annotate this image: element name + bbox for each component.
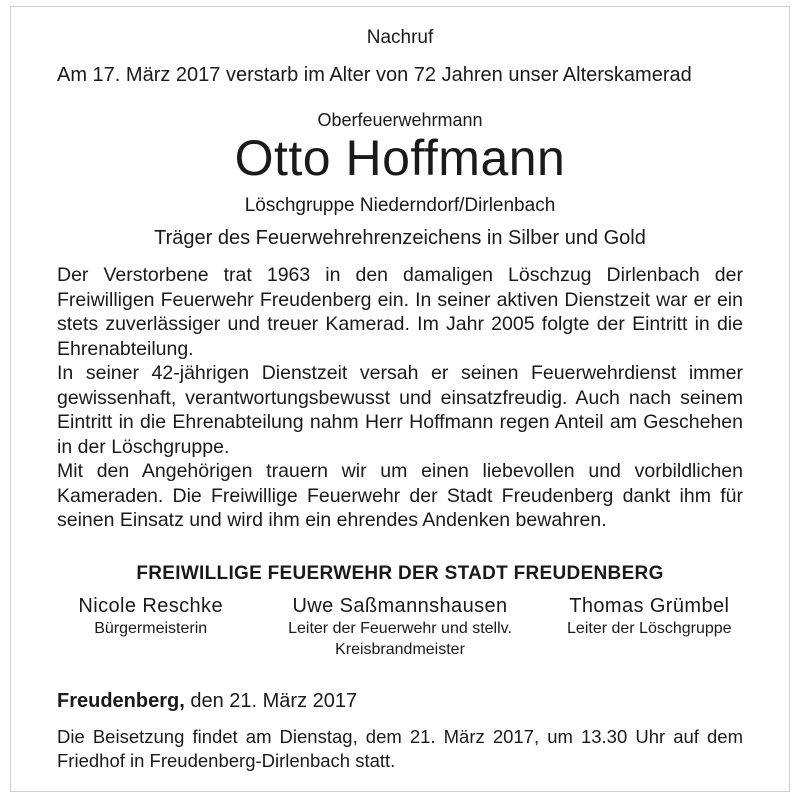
body-paragraph: Der Verstorbene trat 1963 in den damaligen Löschzug Dirlenbach der Freiwilligen Feuerwehr Freudenberg ein. In seiner aktiven Dienstzeit war er ein stets zuverlässiger und treuer Kamerad. Im Jahr 2005 folgte der Eintritt in die Ehrenabteilung. [57,264,743,360]
date: den 21. März 2017 [190,690,358,712]
deceased-name: Otto Hoffmann [234,130,566,186]
deceased-unit: Löschgruppe Niederndorf/Dirlenbach [244,195,556,216]
place-date [57,690,357,713]
organization-name: FREIWILLIGE FEUERWEHR DER STADT FREUDENBERG [136,563,664,584]
signer-name: Nicole Reschke [78,595,223,617]
place: Freudenberg, [57,690,185,712]
signers [41,595,759,660]
notice-heading: Nachruf [366,27,434,48]
signer [260,595,539,660]
signer-role: Bürgermeisterin [94,620,208,637]
signer-role: Leiter der Feuerwehr und stellv. Kreisbrandmeister [288,620,512,658]
signer [41,595,260,660]
body-paragraph: Mit den Angehörigen trauern wir um einen liebevollen und vorbildlichen Kameraden. Die Freiwillige Feuerwehr der Stadt Freudenberg dankt ihm für seinen Einsatz und wird ihm ein ehrendes Andenken bewahren. [57,460,743,531]
signer-name: Uwe Saßmannshausen [292,595,508,617]
signer-name: Thomas Grümbel [569,595,730,617]
signer [540,595,759,660]
signer-role: Leiter der Löschgruppe [567,620,732,637]
intro-text: Am 17. März 2017 verstarb im Alter von 72 Jahren unser Alterskamerad [57,64,692,86]
obituary-notice [10,6,790,792]
deceased-rank: Oberfeuerwehrmann [317,110,483,130]
body-text [57,263,743,533]
funeral-info: Die Beisetzung findet am Dienstag, dem 21. März 2017, um 13.30 Uhr auf dem Friedhof in Freudenberg-Dirlenbach statt. [57,726,743,771]
body-paragraph: In seiner 42-jährigen Dienstzeit versah er seinen Feuerwehrdienst immer gewissenhaft, verantwortungsbewusst und einsatzfreudig. Auch nach seinem Eintritt in die Ehrenabteilung nahm Herr Hoffmann regen Anteil am Geschehen in der Löschgruppe. [57,362,743,458]
deceased-honor: Träger des Feuerwehrehrenzeichens in Silber und Gold [154,227,646,249]
